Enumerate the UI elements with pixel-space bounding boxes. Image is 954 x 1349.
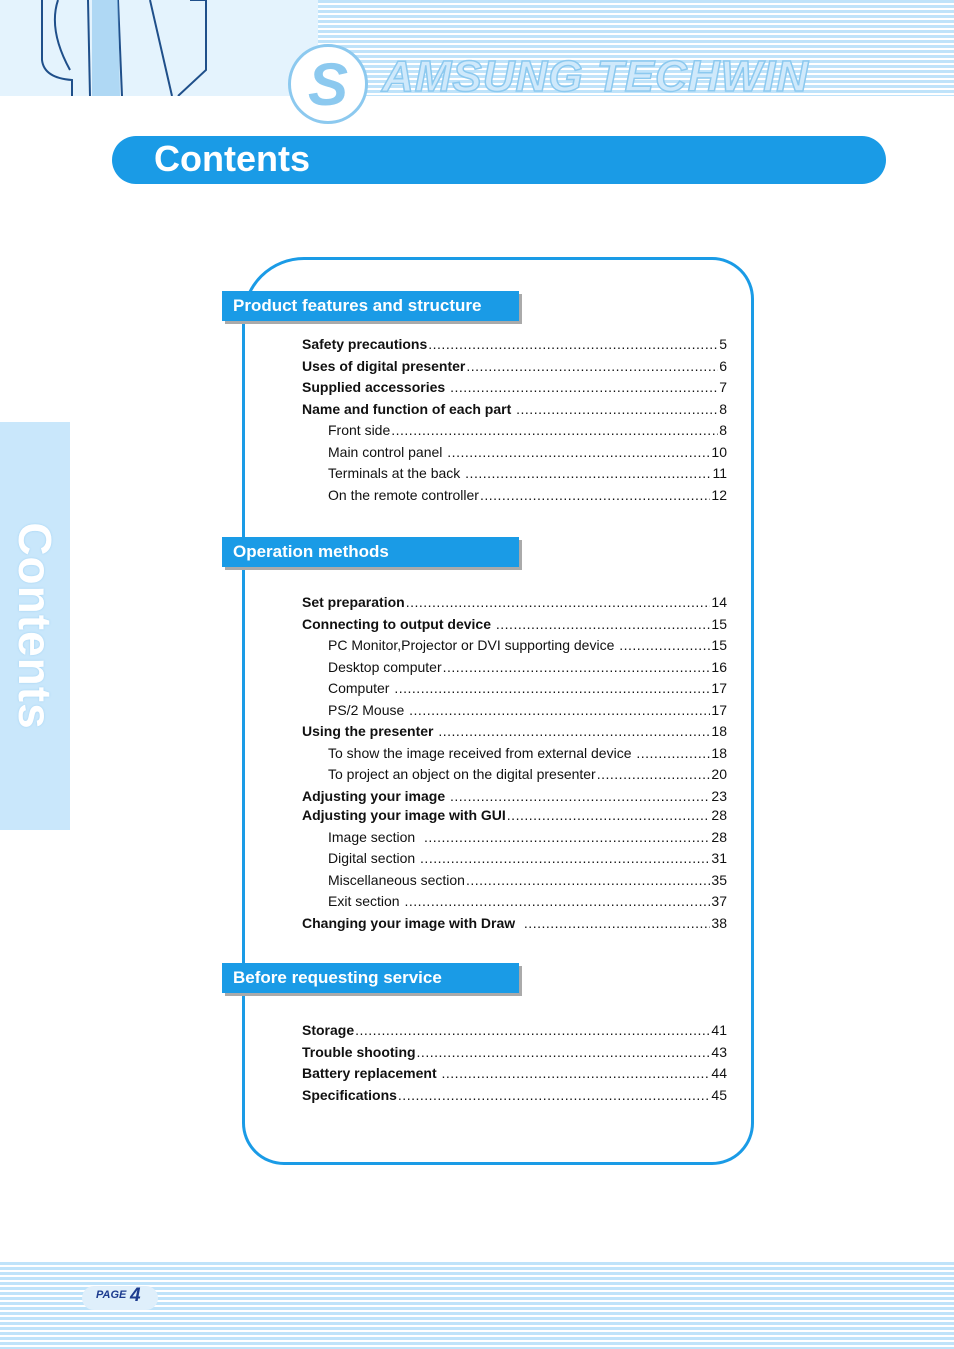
- toc-entry-page: 12: [711, 487, 727, 503]
- toc-entry[interactable]: [328, 678, 727, 698]
- side-tab-label: Contents: [9, 522, 61, 730]
- toc-entry-page: 23: [711, 788, 727, 804]
- dot-leader: [438, 721, 710, 741]
- toc-entry-page: 6: [719, 358, 727, 374]
- toc-entry-label: Image section: [328, 829, 423, 845]
- dot-leader: [406, 592, 711, 612]
- toc-entry-page: 28: [711, 807, 727, 823]
- dot-leader: [428, 334, 718, 354]
- toc-entry-label: To project an object on the digital presenter: [328, 766, 596, 782]
- dot-leader: [496, 614, 711, 634]
- toc-entry-page: 20: [711, 766, 727, 782]
- page-title: Contents: [154, 138, 310, 179]
- toc-entry[interactable]: [302, 592, 727, 612]
- dot-leader: [507, 805, 711, 825]
- toc-entry-page: 45: [711, 1087, 727, 1103]
- toc-entry-label: Adjusting your image: [302, 788, 450, 804]
- dot-leader: [597, 764, 711, 784]
- dot-leader: [394, 678, 710, 698]
- toc-entry-label: Digital section: [328, 850, 420, 866]
- toc-entry-page: 28: [711, 829, 727, 845]
- dot-leader: [516, 399, 718, 419]
- dot-leader: [424, 827, 710, 847]
- toc-entry-label: Desktop computer: [328, 659, 442, 675]
- dot-leader: [480, 485, 710, 505]
- logo-letter: S: [307, 51, 349, 118]
- samsung-logo-icon: [288, 44, 368, 124]
- toc-entry-page: 8: [719, 401, 727, 417]
- toc-entry[interactable]: [302, 334, 727, 354]
- title-bar: [112, 136, 886, 184]
- header-illustration-panel: [0, 0, 322, 96]
- toc-entry-page: 35: [711, 872, 727, 888]
- dot-leader: [465, 463, 711, 483]
- toc-entry-page: 41: [711, 1022, 727, 1038]
- toc-entry-label: Safety precautions: [302, 336, 428, 352]
- toc-entry-page: 17: [711, 702, 727, 718]
- toc-entry-page: 18: [711, 723, 727, 739]
- toc-entry-label: Adjusting your image with GUI: [302, 807, 506, 823]
- dot-leader: [420, 848, 710, 868]
- toc-entry[interactable]: [328, 485, 727, 505]
- dot-leader: [404, 891, 710, 911]
- dot-leader: [466, 356, 718, 376]
- toc-entry[interactable]: [328, 635, 727, 655]
- toc-entry-page: 15: [711, 616, 727, 632]
- toc-entry-page: 7: [719, 379, 727, 395]
- section-heading: [222, 963, 519, 993]
- toc-entry[interactable]: [302, 805, 727, 825]
- toc-entry-page: 38: [711, 915, 727, 931]
- toc-entry[interactable]: [302, 399, 727, 419]
- toc-entry-label: Trouble shooting: [302, 1044, 416, 1060]
- toc-entry-label: Storage: [302, 1022, 355, 1038]
- presenter-illustration: [0, 0, 322, 96]
- toc-entry-page: 31: [711, 850, 727, 866]
- toc-entry[interactable]: [328, 827, 727, 847]
- dot-leader: [417, 1042, 711, 1062]
- toc-entry[interactable]: [328, 764, 727, 784]
- dot-leader: [409, 700, 710, 720]
- section-heading-label: Before requesting service: [233, 968, 442, 987]
- toc-entry-label: Using the presenter: [302, 723, 438, 739]
- toc-entry-page: 37: [711, 893, 727, 909]
- toc-entry[interactable]: [302, 1085, 727, 1105]
- toc-entry[interactable]: [328, 657, 727, 677]
- brand-name: AMSUNG TECHWIN: [382, 52, 810, 101]
- toc-entry[interactable]: [328, 870, 727, 890]
- page-number-badge: [82, 1286, 158, 1310]
- toc-entry-page: 43: [711, 1044, 727, 1060]
- toc-entry-page: 14: [711, 594, 727, 610]
- toc-entry[interactable]: [302, 721, 727, 741]
- toc-entry[interactable]: [328, 700, 727, 720]
- toc-entry-label: Connecting to output device: [302, 616, 495, 632]
- toc-entry-page: 11: [712, 465, 727, 481]
- toc-entry-page: 18: [711, 745, 727, 761]
- toc-entry-label: Main control panel: [328, 444, 447, 460]
- toc-entry-page: 5: [719, 336, 727, 352]
- section-heading-label: Product features and structure: [233, 296, 482, 315]
- dot-leader: [450, 377, 718, 397]
- toc-entry[interactable]: [328, 848, 727, 868]
- dot-leader: [466, 870, 710, 890]
- toc-entry[interactable]: [302, 1020, 727, 1040]
- toc-entry[interactable]: [302, 1042, 727, 1062]
- toc-entry[interactable]: [328, 743, 727, 763]
- dot-leader: [447, 442, 710, 462]
- toc-entry-label: Front side: [328, 422, 391, 438]
- dot-leader: [442, 1063, 711, 1083]
- toc-entry-page: 44: [711, 1065, 727, 1081]
- toc-entry-label: Computer: [328, 680, 394, 696]
- toc-entry-label: To show the image received from external device: [328, 745, 636, 761]
- toc-entry-label: Name and function of each part: [302, 401, 516, 417]
- section-heading: [222, 291, 519, 321]
- toc-entry-page: 15: [711, 637, 727, 653]
- dot-leader: [443, 657, 711, 677]
- dot-leader: [524, 913, 711, 933]
- section-heading: [222, 537, 519, 567]
- toc-entry[interactable]: [302, 356, 727, 376]
- toc-entry[interactable]: [302, 1063, 727, 1083]
- toc-entry-label: PS/2 Mouse: [328, 702, 409, 718]
- toc-entry-page: 16: [711, 659, 727, 675]
- toc-entry-label: Supplied accessories: [302, 379, 450, 395]
- toc-entry[interactable]: [302, 377, 727, 397]
- toc-entry[interactable]: [302, 913, 727, 933]
- toc-entry-label: Miscellaneous section: [328, 872, 465, 888]
- page-label: PAGE: [96, 1289, 127, 1301]
- toc-entry-label: Terminals at the back: [328, 465, 465, 481]
- toc-entry[interactable]: [328, 463, 727, 483]
- toc-entry[interactable]: [328, 420, 727, 440]
- toc-entry[interactable]: [328, 442, 727, 462]
- section-heading-label: Operation methods: [233, 542, 389, 561]
- toc-entry-label: Changing your image with Draw: [302, 915, 523, 931]
- toc-entry-label: Battery replacement: [302, 1065, 441, 1081]
- toc-entry-label: On the remote controller: [328, 487, 479, 503]
- toc-entry-label: Specifications: [302, 1087, 397, 1103]
- toc-entry-page: 8: [719, 422, 727, 438]
- toc-entry[interactable]: [302, 614, 727, 634]
- toc-entry[interactable]: [302, 786, 727, 806]
- dot-leader: [398, 1085, 711, 1105]
- dot-leader: [450, 786, 710, 806]
- dot-leader: [355, 1020, 710, 1040]
- page-number: 4: [130, 1285, 141, 1306]
- toc-entry-label: Exit section: [328, 893, 404, 909]
- dot-leader: [619, 635, 710, 655]
- toc-entry-page: 10: [711, 444, 727, 460]
- toc-entry-page: 17: [711, 680, 727, 696]
- toc-entry-label: Uses of digital presenter: [302, 358, 466, 374]
- toc-entry-label: PC Monitor,Projector or DVI supporting device: [328, 637, 619, 653]
- toc-entry-label: Set preparation: [302, 594, 405, 610]
- dot-leader: [391, 420, 718, 440]
- dot-leader: [636, 743, 710, 763]
- toc-entry[interactable]: [328, 891, 727, 911]
